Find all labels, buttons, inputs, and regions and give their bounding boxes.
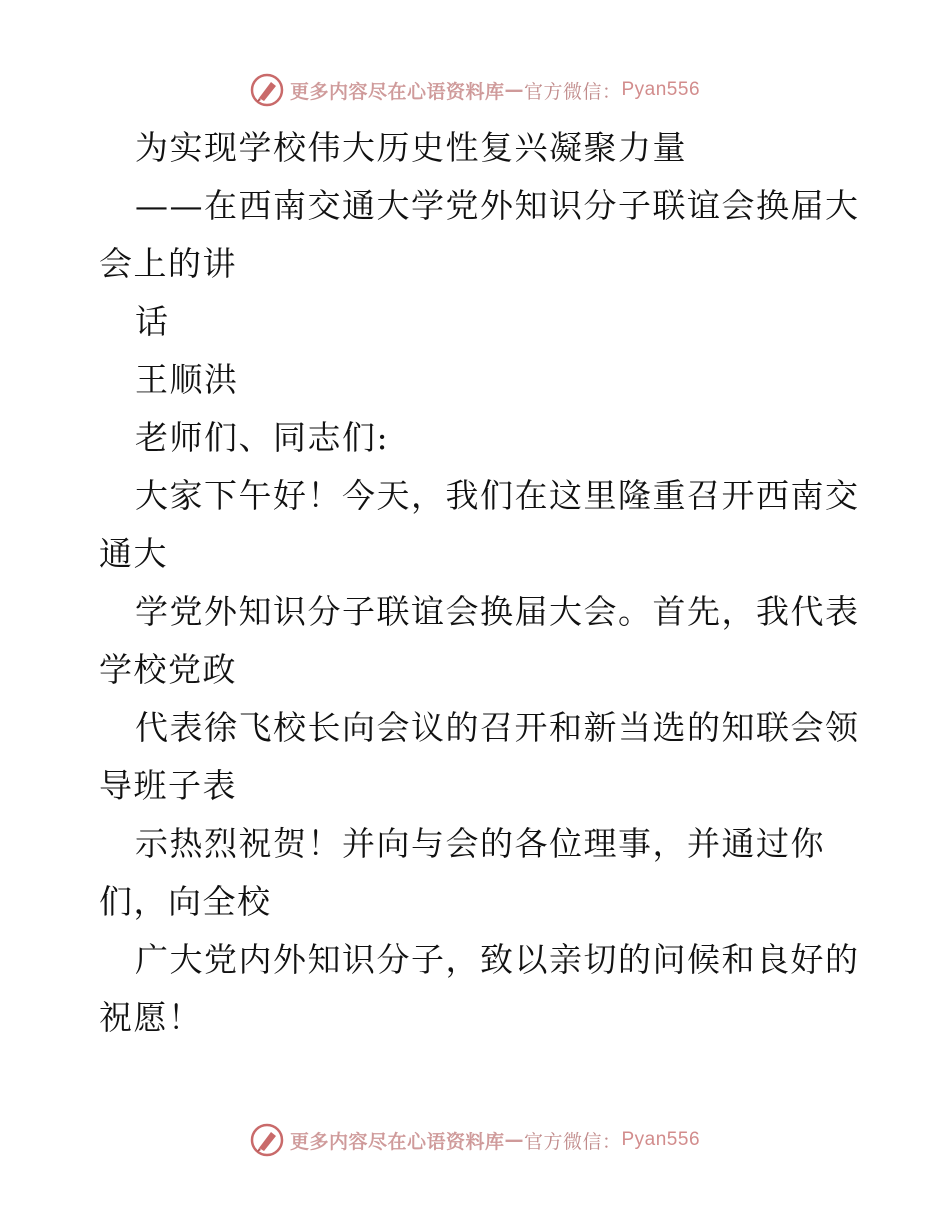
doc-subtitle-end: 话 xyxy=(135,302,170,341)
doc-author: 王顺洪 xyxy=(135,360,239,399)
header-watermark xyxy=(0,70,950,110)
watermark-wechat-label: 官方微信： xyxy=(523,1130,622,1153)
doc-paragraph-line: 学党外知识分子联谊会换届大会。首先，我代表 xyxy=(135,592,860,631)
watermark-dash: — xyxy=(504,1129,524,1151)
watermark-wechat-label: 官方微信： xyxy=(523,80,622,103)
doc-subtitle-cont: 会上的讲 xyxy=(99,244,237,283)
doc-paragraph-line: 代表徐飞校长向会议的召开和新当选的知联会领 xyxy=(135,708,860,747)
doc-title: 为实现学校伟大历史性复兴凝聚力量 xyxy=(135,128,687,167)
watermark-site: 更多内容尽在心语资料库 xyxy=(289,1130,505,1153)
pen-logo-icon xyxy=(250,73,284,107)
doc-paragraph-line: 广大党内外知识分子，致以亲切的问候和良好的 xyxy=(135,940,860,979)
footer-watermark xyxy=(0,1120,950,1160)
watermark-wechat-id: Pyan556 xyxy=(621,79,701,100)
watermark-wechat-id: Pyan556 xyxy=(621,1129,701,1150)
doc-subtitle: ——在西南交通大学党外知识分子联谊会换届大 xyxy=(135,186,860,225)
doc-paragraph-line: 导班子表 xyxy=(99,766,237,805)
doc-paragraph-line: 祝愿！ xyxy=(99,998,203,1037)
watermark-dash: — xyxy=(504,79,524,101)
doc-salutation: 老师们、同志们: xyxy=(135,418,390,457)
watermark-site: 更多内容尽在心语资料库 xyxy=(289,80,505,103)
doc-paragraph-line: 学校党政 xyxy=(99,650,237,689)
doc-paragraph-line: 们，向全校 xyxy=(99,882,272,921)
doc-paragraph-line: 示热烈祝贺！并向与会的各位理事，并通过你 xyxy=(135,824,825,863)
doc-paragraph-line: 大家下午好！今天，我们在这里隆重召开西南交 xyxy=(135,476,860,515)
doc-paragraph-line: 通大 xyxy=(99,534,168,573)
pen-logo-icon xyxy=(250,1123,284,1157)
